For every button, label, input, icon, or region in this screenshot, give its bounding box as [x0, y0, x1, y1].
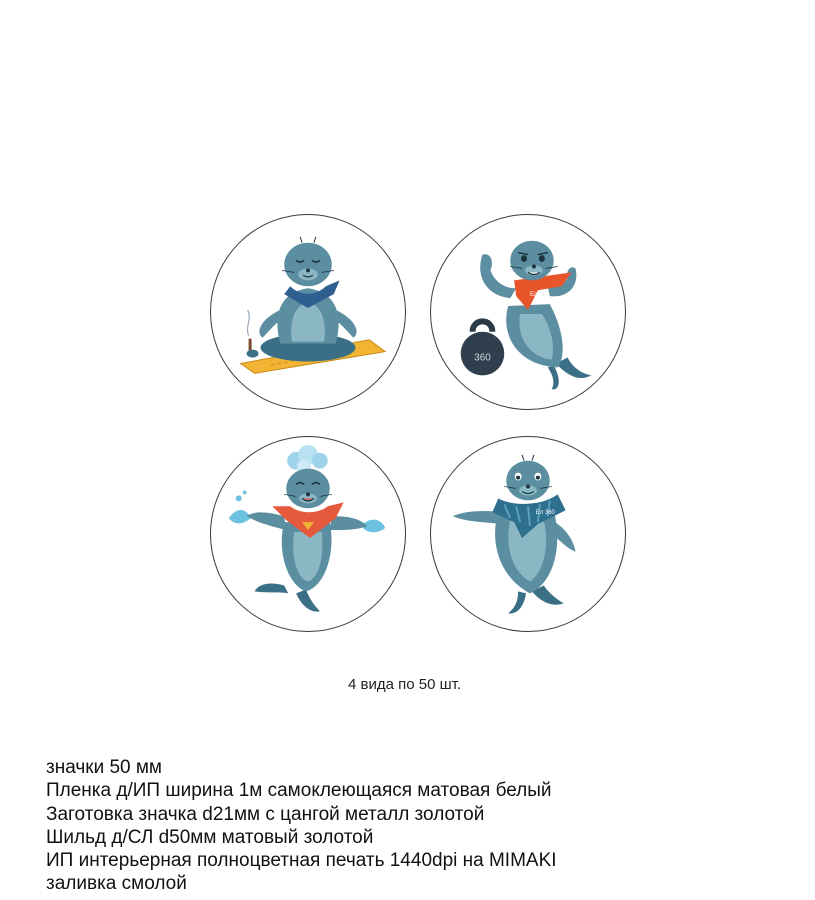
splash-seal-illustration	[211, 437, 405, 631]
scarf-seal-illustration	[431, 437, 625, 631]
scarf-label: Ел 360	[535, 510, 555, 517]
spec-list	[46, 756, 557, 896]
badge-meditating-seal	[210, 214, 406, 410]
spec-line: Шильд д/СЛ d50мм матовый золотой	[46, 826, 374, 848]
incense-bowl	[247, 350, 259, 358]
kettlebell-seal-illustration	[431, 215, 625, 409]
quantity-caption: 4 вида по 50 шт.	[348, 676, 462, 693]
meditating-seal-illustration	[211, 215, 405, 409]
water-splash-left	[229, 510, 251, 523]
spec-line: ИП интерьерная полноцветная печать 1440dpi на MIMAKI	[46, 850, 557, 872]
scarf-label: Ел	[529, 292, 538, 299]
kettlebell-label: 360	[474, 352, 491, 364]
spec-line: значки 50 мм	[46, 757, 162, 778]
badge-scarf-seal	[430, 436, 626, 632]
badge-kettlebell-seal	[430, 214, 626, 410]
spec-line: заливка смолой	[46, 873, 187, 895]
spec-line: Пленка д/ИП ширина 1м самоклеющаяся матовая белый	[46, 780, 552, 802]
spec-line: Заготовка значка d21мм с цангой металл золотой	[46, 803, 485, 825]
badge-splash-seal	[210, 436, 406, 632]
